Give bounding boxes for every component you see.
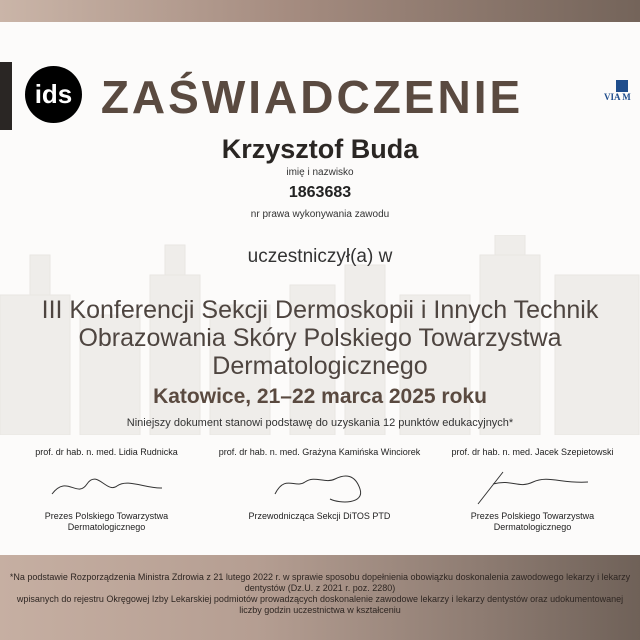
signatory-3-name: prof. dr hab. n. med. Jacek Szepietowski (451, 447, 614, 457)
signatory-2-title: Przewodnicząca Sekcji DiTOS PTD (248, 511, 391, 521)
footer-legal-line1: *Na podstawie Rozporządzenia Ministra Zdrowia z 21 lutego 2022 r. w sprawie sposobu dopełnienia obowiązku doskonalenia zawodowego lekarzy i lekarzy dentystów (Dz.U. z 2021 r. poz. 2280) (9, 572, 631, 593)
signatory-3-signature (473, 464, 593, 509)
ids-logo (25, 66, 82, 123)
footer-legal (8, 572, 632, 616)
certificate-title: ZAŚWIADCZENIE (100, 71, 524, 123)
signatory-3-title-line2: Dermatologicznego (493, 522, 572, 532)
signatory-3-title-line1: Prezes Polskiego Towarzystwa (470, 511, 595, 521)
signatory-1 (0, 447, 213, 533)
license-label: nr prawa wykonywania zawodu (250, 209, 390, 220)
via-medica-text: VIA M (604, 92, 631, 102)
signatory-2 (213, 447, 426, 533)
signatory-2-signature (260, 464, 380, 509)
signatory-1-title-line2: Dermatologicznego (67, 522, 146, 532)
conference-name-line2: Obrazowania Skóry Polskiego Towarzystwa Dermatologicznego (78, 324, 562, 380)
via-medica-emblem (616, 80, 628, 92)
license-number: 1863683 (288, 184, 352, 201)
conference-place-date: Katowice, 21–22 marca 2025 roku (153, 385, 487, 408)
conference-name-line1: III Konferencji Sekcji Dermoskopii i Innych Technik (41, 296, 599, 324)
signatory-3 (426, 447, 639, 533)
name-label: imię i nazwisko (286, 167, 354, 178)
top-decorative-band (0, 0, 640, 22)
signatory-1-signature (47, 464, 167, 509)
signatories-row (0, 447, 640, 533)
signatory-1-title-line1: Prezes Polskiego Towarzystwa (44, 511, 169, 521)
signatory-1-name: prof. dr hab. n. med. Lidia Rudnicka (35, 447, 178, 457)
via-medica-logo (604, 80, 631, 102)
participant-name: Krzysztof Buda (221, 134, 419, 164)
conference-block (10, 296, 630, 430)
participation-text: uczestniczył(a) w (247, 246, 393, 267)
publisher-logo (0, 62, 12, 130)
ids-logo-text: ids (34, 79, 73, 109)
credit-points-note: Niniejszy dokument stanowi podstawę do uzyskania 12 punktów edukacyjnych* (126, 417, 514, 429)
signatory-2-name: prof. dr hab. n. med. Grażyna Kamińska Winciorek (218, 447, 421, 457)
footer-legal-line2: wpisanych do rejestru Okręgowej Izby Lekarskiej podmiotów prowadzących doskonalenie zawodowe lekarzy i lekarzy dentystów oraz udokumentowanej liczby godzin uczestnictwa w kształceniu (16, 594, 624, 615)
